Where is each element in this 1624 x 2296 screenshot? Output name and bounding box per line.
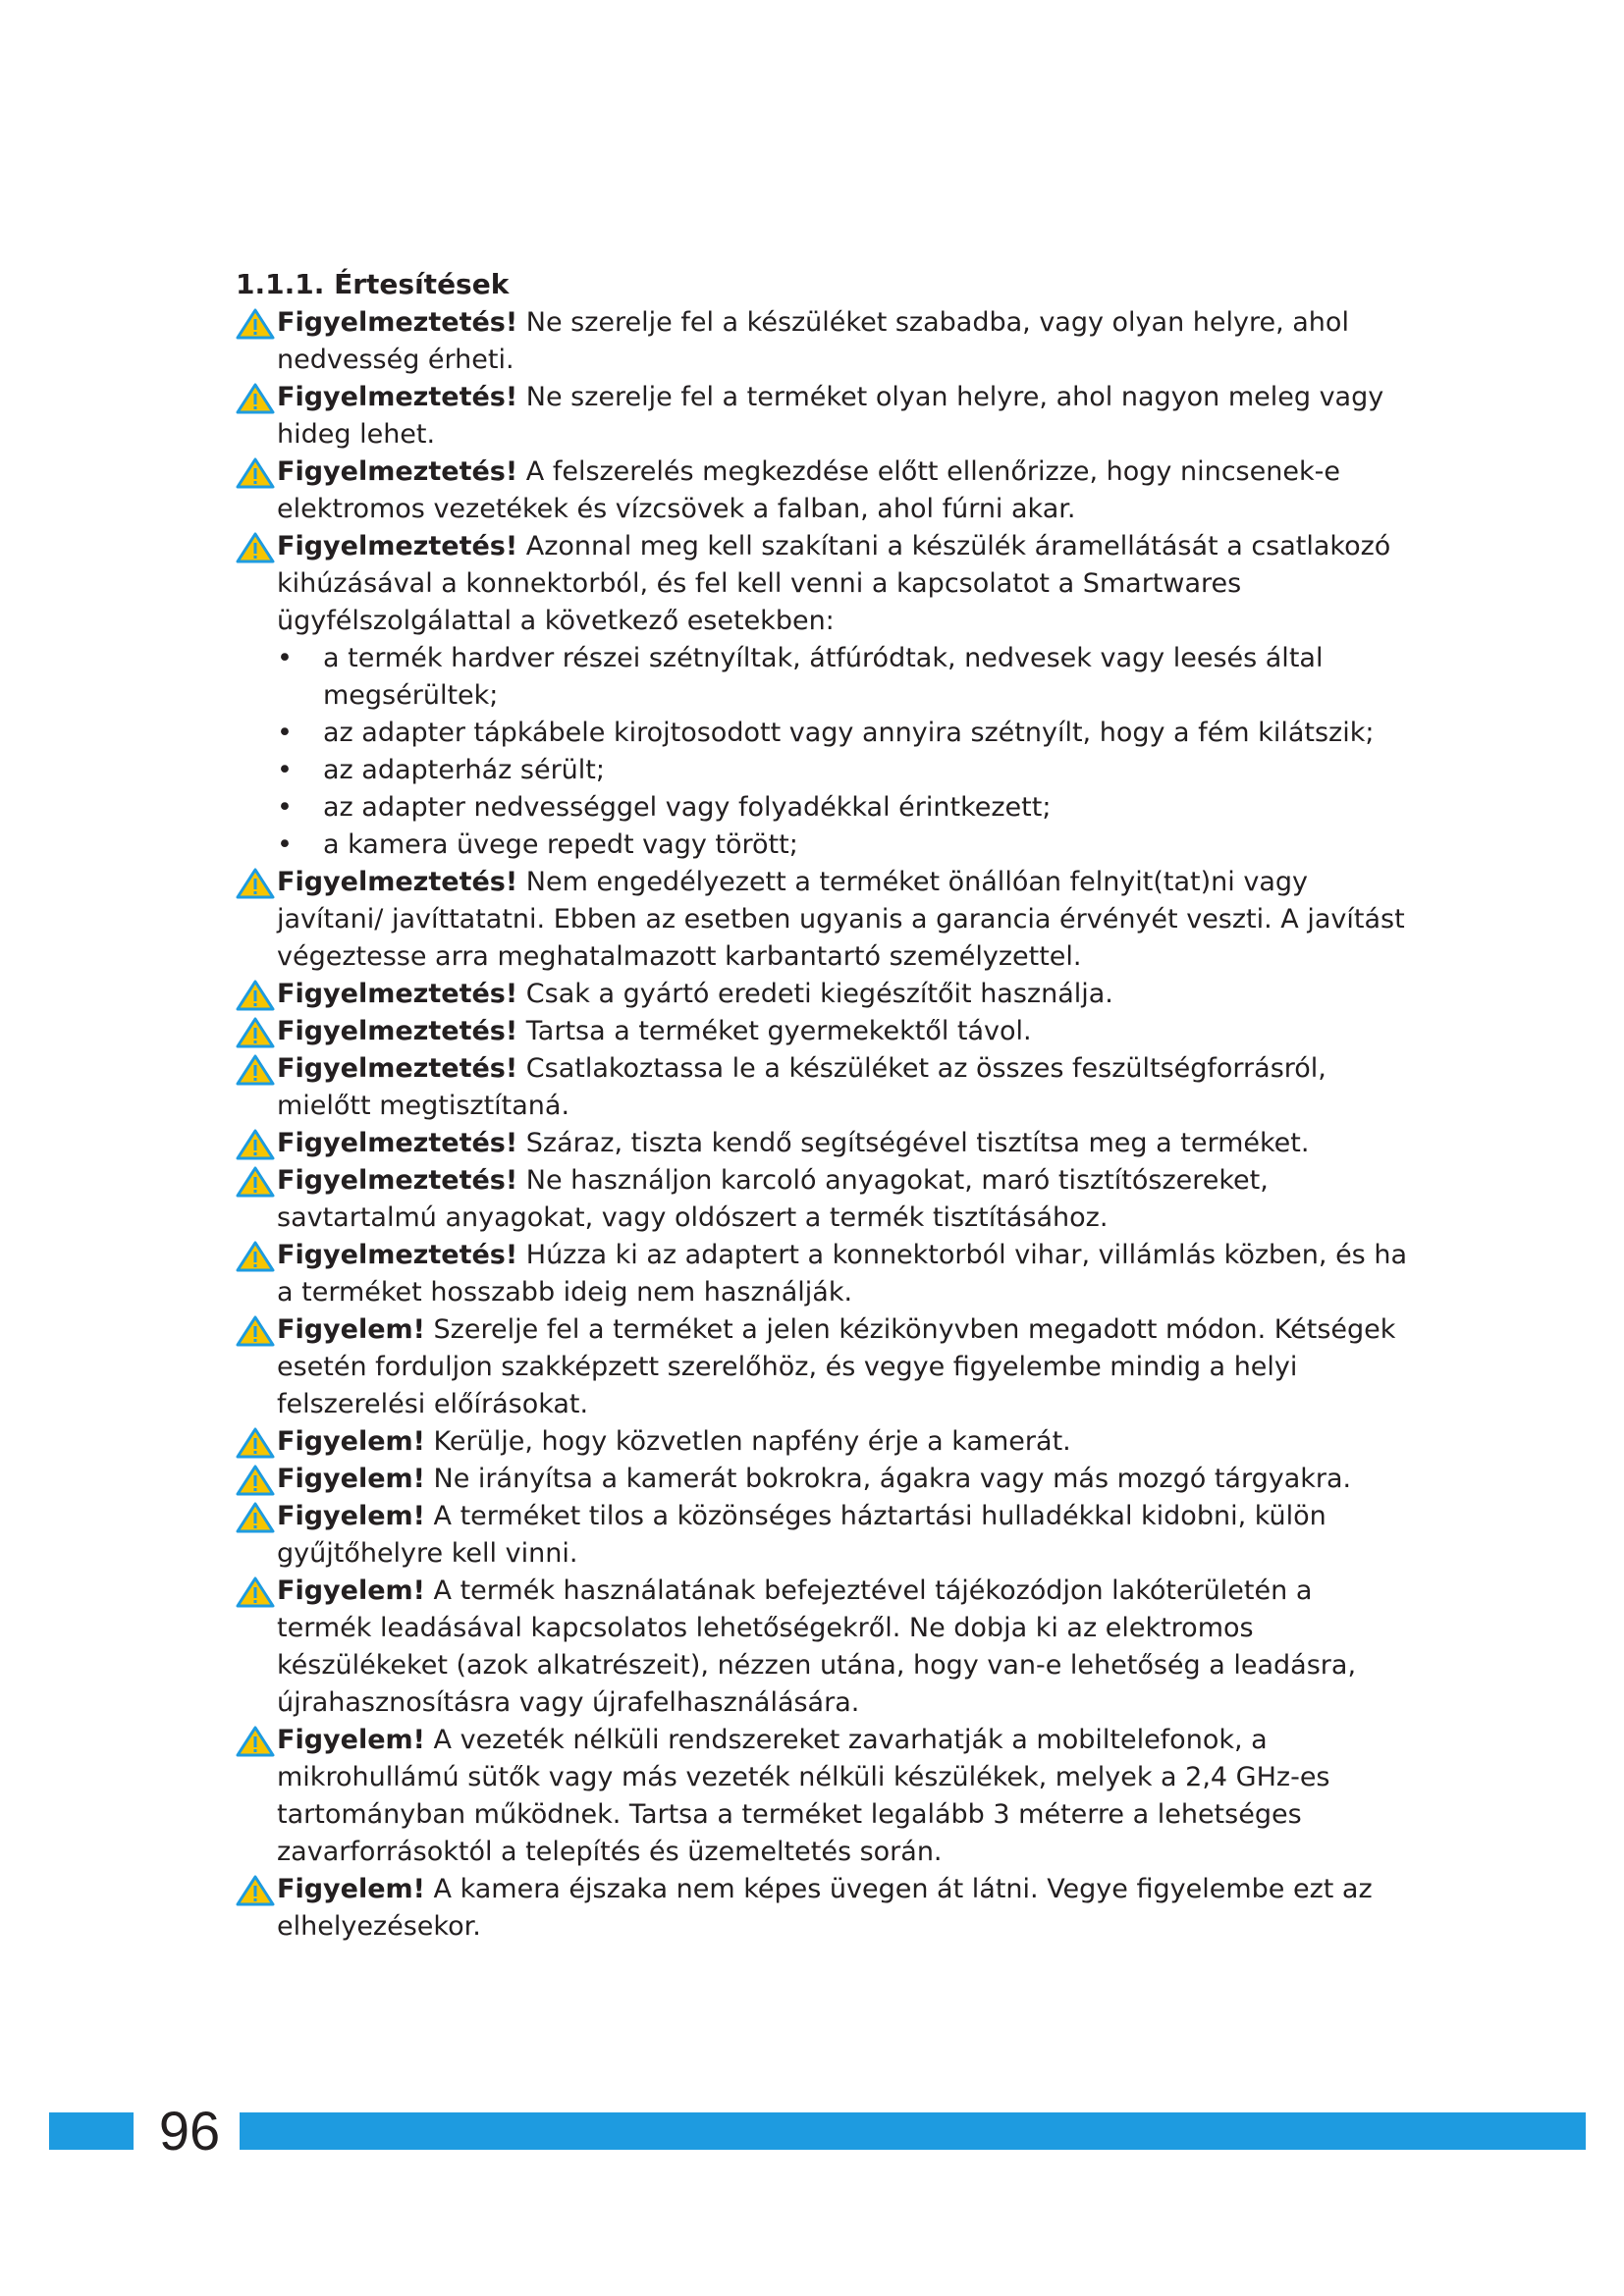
page-number: 96 [158,2100,221,2162]
notice-15 [236,1498,1414,1573]
notice-16 [236,1573,1414,1722]
warning-icon [236,1726,275,1757]
section-heading: 1.1.1. Értesítések [236,268,510,300]
notice-text: A kamera éjszaka nem képes üvegen át látni. Vegye figyelembe ezt az elhelyezésekor. [277,1874,1373,1942]
notice-label: Figyelem! [277,1874,425,1904]
warning-icon [236,1875,275,1906]
notice-12 [236,1311,1414,1423]
warning-icon [236,457,275,489]
notice-text: A termék használatának befejeztével tájékozódjon lakóterületén a termék leadásával kapcsolatos lehetőségekről. Ne dobja ki az elektromos készülékeket (azok alkatrészeit), nézzen utána, hogy van-e lehetőség a leadásra, újrahasznosításra vagy újrafelhasználására. [277,1575,1357,1718]
notice-label: Figyelmeztetés! [277,979,518,1009]
notice-label: Figyelmeztetés! [277,1016,518,1046]
notice-text: Kerülje, hogy közvetlen napfény érje a kamerát. [424,1426,1071,1457]
notice-18 [236,1871,1414,1946]
notice-text: Ne szerelje fel a készüléket szabadba, vagy olyan helyre, ahol nedvesség érheti. [277,307,1349,375]
warning-icon [236,868,275,899]
warning-icon [236,1241,275,1272]
warning-icon [236,532,275,563]
list-item: • az adapter nedvességgel vagy folyadékkal érintkezett; [277,789,1414,827]
notice-label: Figyelmeztetés! [277,1128,518,1158]
notice-text: A felszerelés megkezdése előtt ellenőrizze, hogy nincsenek-e elektromos vezetékek és vízcsövek a falban, ahol fúrni akar. [277,456,1340,524]
notice-17 [236,1722,1414,1871]
warning-icon [236,1576,275,1608]
notice-text: Azonnal meg kell szakítani a készülék áramellátását a csatlakozó kihúzásával a konnektorból, és fel kell venni a kapcsolatot a Smartwares ügyfélszolgálattal a következő esetekben: [277,531,1391,636]
list-item: • az adapter tápkábele kirojtosodott vagy annyira szétnyílt, hogy a fém kilátszik; [277,715,1414,752]
notice-13 [236,1423,1414,1461]
warning-icon [236,1017,275,1048]
warning-icon [236,1054,275,1086]
notice-label: Figyelmeztetés! [277,382,518,412]
notice-label: Figyelem! [277,1464,425,1494]
notice-label: Figyelem! [277,1314,425,1345]
notice-14 [236,1461,1414,1498]
warning-icon [236,308,275,340]
page-footer [49,2101,1586,2162]
list-item: • a termék hardver részei szétnyíltak, átfúródtak, nedvesek vagy leesés által megsérültek; [277,640,1414,715]
bullet-list [236,640,1414,864]
warning-icon [236,1502,275,1533]
list-item: • az adapterház sérült; [277,752,1414,789]
notice-2 [236,379,1414,454]
notice-label: Figyelem! [277,1725,425,1755]
notice-text: Ne szerelje fel a terméket olyan helyre, ahol nagyon meleg vagy hideg lehet. [277,382,1384,450]
notice-text: Szerelje fel a terméket a jelen kézikönyvben megadott módon. Kétségek esetén forduljon szakképzett szerelőhöz, és vegye figyelembe mindig a helyi felszerelési előírásokat. [277,1314,1396,1419]
footer-bar-left [49,2112,134,2150]
notice-text: Nem engedélyezett a terméket önállóan felnyit(tat)ni vagy javítani/ javíttatatni. Ebben az esetben ugyanis a garancia érvényét veszti. A javítást végeztesse arra meghatalmazott karbantartó személyzettel. [277,867,1405,972]
notice-text: A vezeték nélküli rendszereket zavarhatják a mobiltelefonok, a mikrohullámú sütők vagy más vezeték nélküli készülékek, melyek a 2,4 GHz-es tartományban működnek. Tartsa a terméket legalább 3 méterre a lehetséges zavarforrásoktól a telepítés és üzemeltetés során. [277,1725,1330,1867]
notice-text: Ne irányítsa a kamerát bokrokra, ágakra vagy más mozgó tárgyakra. [424,1464,1352,1494]
warning-icon [236,383,275,414]
notice-label: Figyelem! [277,1426,425,1457]
warning-icon [236,1427,275,1459]
notice-label: Figyelmeztetés! [277,1240,518,1270]
warning-icon [236,980,275,1011]
notice-label: Figyelem! [277,1575,425,1606]
warning-icon [236,1315,275,1347]
notice-label: Figyelmeztetés! [277,307,518,338]
notices-section [236,265,1414,1946]
notice-label: Figyelmeztetés! [277,531,518,561]
notice-7 [236,1013,1414,1050]
notice-text: Csatlakoztassa le a készüléket az összes feszültségforrásról, mielőtt megtisztítaná. [277,1053,1326,1121]
notice-3 [236,454,1414,528]
notice-6 [236,976,1414,1013]
warning-icon [236,1465,275,1496]
notice-label: Figyelmeztetés! [277,1053,518,1084]
notice-text: Tartsa a terméket gyermekektől távol. [517,1016,1032,1046]
notice-4 [236,528,1414,640]
notice-text: A terméket tilos a közönséges háztartási hulladékkal kidobni, külön gyűjtőhelyre kell vinni. [277,1501,1326,1569]
notice-text: Csak a gyártó eredeti kiegészítőit használja. [517,979,1113,1009]
notice-1 [236,304,1414,379]
list-item: • a kamera üvege repedt vagy törött; [277,827,1414,864]
warning-icon [236,1166,275,1198]
notice-label: Figyelmeztetés! [277,867,518,897]
notice-text: Ne használjon karcoló anyagokat, maró tisztítószereket, savtartalmú anyagokat, vagy oldószert a termék tisztításához. [277,1165,1269,1233]
notice-text: Húzza ki az adaptert a konnektorból vihar, villámlás közben, és ha a terméket hosszabb ideig nem használják. [277,1240,1407,1308]
warning-icon [236,1129,275,1160]
footer-bar-right [240,2112,1586,2150]
notice-11 [236,1237,1414,1311]
notice-9 [236,1125,1414,1162]
notice-label: Figyelmeztetés! [277,456,518,487]
notice-label: Figyelem! [277,1501,425,1531]
notice-5 [236,864,1414,976]
notice-label: Figyelmeztetés! [277,1165,518,1196]
notice-10 [236,1162,1414,1237]
notice-8 [236,1050,1414,1125]
notice-text: Száraz, tiszta kendő segítségével tisztítsa meg a terméket. [517,1128,1310,1158]
